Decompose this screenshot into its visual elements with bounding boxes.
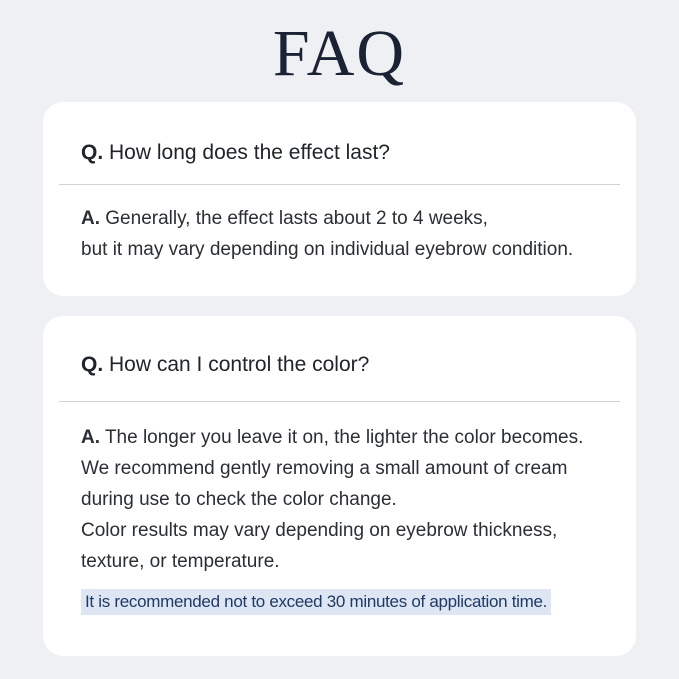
- divider: [59, 401, 620, 402]
- faq-question: [81, 139, 390, 167]
- answer-line: Color results may vary depending on eyebrow thickness,: [81, 520, 558, 541]
- answer-text: Generally, the effect lasts about 2 to 4 weeks,: [105, 208, 488, 229]
- answer-line: during use to check the color change.: [81, 489, 397, 510]
- page-title: FAQ: [272, 17, 407, 90]
- faq-card: [43, 316, 636, 656]
- answer-line: texture, or temperature.: [81, 551, 280, 572]
- answer-line: [81, 422, 621, 453]
- faq-answer: [81, 422, 621, 577]
- faq-card: [43, 102, 636, 296]
- answer-line: We recommend gently removing a small amount of cream: [81, 458, 568, 479]
- question-text: How long does the effect last?: [109, 141, 390, 164]
- divider: [59, 184, 620, 185]
- answer-line: but it may vary depending on individual eyebrow condition.: [81, 239, 574, 260]
- question-prefix: Q.: [81, 141, 104, 164]
- question-text: How can I control the color?: [109, 353, 370, 376]
- faq-question: [81, 351, 369, 379]
- faq-answer: [81, 203, 621, 265]
- question-prefix: Q.: [81, 353, 104, 376]
- answer-prefix: A.: [81, 427, 100, 448]
- answer-prefix: A.: [81, 208, 100, 229]
- highlight-note: It is recommended not to exceed 30 minutes of application time.: [81, 589, 551, 615]
- answer-text: The longer you leave it on, the lighter the color becomes.: [104, 427, 584, 448]
- answer-line: [81, 203, 621, 234]
